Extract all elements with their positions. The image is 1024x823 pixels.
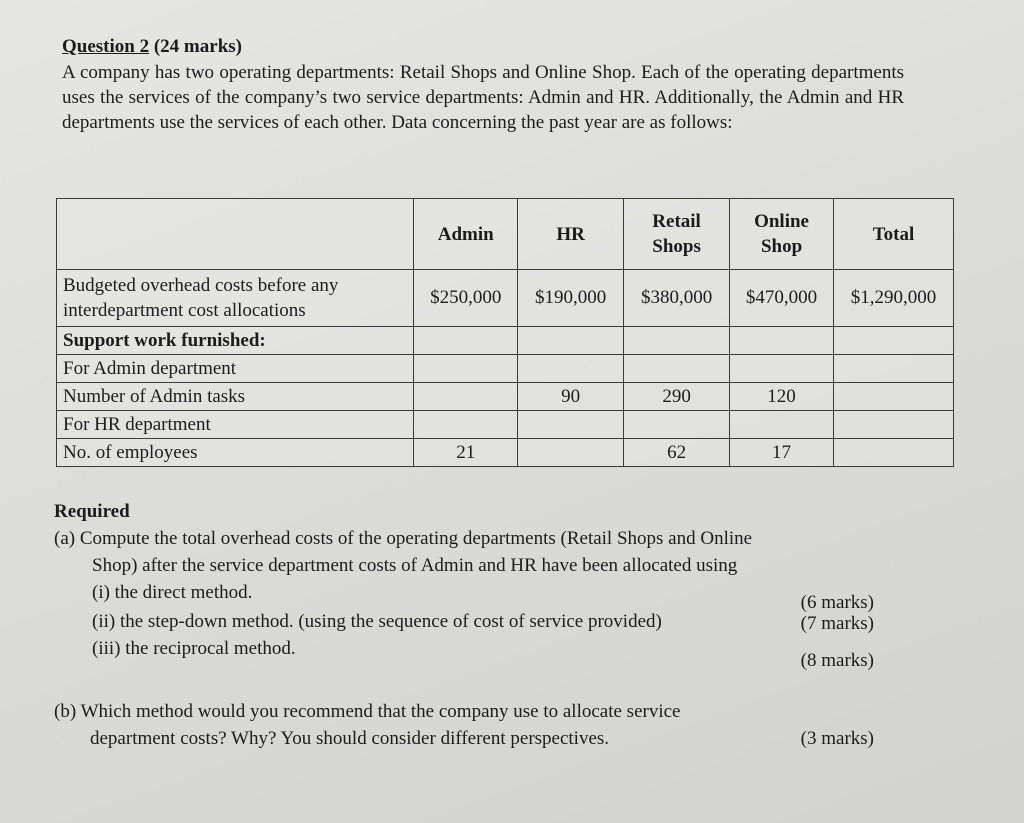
part-b-marks: (3 marks): [800, 728, 874, 749]
cell-retail: [624, 327, 730, 355]
cell-admin: [414, 411, 518, 439]
part-a-label: (a): [54, 528, 76, 549]
header-hr: HR: [518, 199, 624, 270]
cell-total: [834, 327, 954, 355]
required-title: Required: [54, 501, 130, 522]
cell-retail: 62: [624, 439, 730, 467]
part-a-ii: [54, 608, 914, 635]
row-label: Support work furnished:: [57, 327, 414, 355]
row-label: For Admin department: [57, 355, 414, 383]
required-section: [54, 498, 914, 671]
cell-retail: $380,000: [624, 270, 730, 327]
cell-admin: $250,000: [414, 270, 518, 327]
part-b-text-1: Which method would you recommend that the company use to allocate service: [80, 701, 681, 722]
part-a-i-marks: (6 marks): [800, 592, 874, 613]
question-number: Question 2: [62, 36, 150, 57]
table-header-row: [57, 199, 954, 270]
cell-hr: [518, 439, 624, 467]
cell-hr: $190,000: [518, 270, 624, 327]
part-a-line-2: Shop) after the service department costs of Admin and HR have been allocated using: [92, 555, 738, 576]
part-a-line-1: [54, 525, 914, 552]
cell-hr: [518, 327, 624, 355]
table-row: [57, 270, 954, 327]
cell-total: [834, 355, 954, 383]
question-intro: A company has two operating departments: Retail Shops and Online Shop. Each of the operating departments uses the services of the company’s two service departments: Admin and HR. Additionally, the Admin and HR departments use the services of each other. Data concerning the past year are as follows:: [62, 62, 904, 133]
table-row: [57, 327, 954, 355]
part-a-iii-marks: (8 marks): [800, 650, 874, 671]
cell-online: 17: [730, 439, 834, 467]
cell-online: 120: [730, 383, 834, 411]
cell-hr: [518, 355, 624, 383]
cell-retail: 290: [624, 383, 730, 411]
table-row: [57, 439, 954, 467]
part-a-iii-text: (iii) the reciprocal method.: [92, 638, 296, 659]
part-b-label: (b): [54, 701, 77, 722]
row-label: Budgeted overhead costs before any interdepartment cost allocations: [57, 270, 414, 327]
row-label: No. of employees: [57, 439, 414, 467]
cell-hr: [518, 411, 624, 439]
cell-total: [834, 383, 954, 411]
cell-retail: [624, 411, 730, 439]
header-blank: [57, 199, 414, 270]
cell-total: [834, 411, 954, 439]
part-b-text-2: department costs? Why? You should consider different perspectives.: [90, 728, 610, 749]
part-a-ii-marks: (7 marks): [800, 613, 874, 634]
cell-hr: 90: [518, 383, 624, 411]
row-label: For HR department: [57, 411, 414, 439]
question-marks: (24 marks): [153, 36, 242, 57]
cell-total: $1,290,000: [834, 270, 954, 327]
cell-online: [730, 355, 834, 383]
part-a-ii-text: (ii) the step-down method. (using the sequence of cost of service provided): [92, 611, 662, 632]
part-a-i-text: (i) the direct method.: [92, 582, 253, 603]
header-admin: Admin: [414, 199, 518, 270]
part-b-line-2: [54, 725, 894, 752]
header-retail-shops: Retail Shops: [624, 199, 730, 270]
cell-online: [730, 327, 834, 355]
cell-retail: [624, 355, 730, 383]
cell-admin: [414, 383, 518, 411]
table-row: [57, 355, 954, 383]
part-b: [54, 698, 894, 752]
table-row: [57, 411, 954, 439]
cell-admin: [414, 355, 518, 383]
cell-total: [834, 439, 954, 467]
cell-online: $470,000: [730, 270, 834, 327]
part-a-iii: [54, 635, 914, 671]
cell-admin: 21: [414, 439, 518, 467]
part-a-text-1: Compute the total overhead costs of the operating departments (Retail Shops and Online: [79, 528, 753, 549]
cell-online: [730, 411, 834, 439]
question-heading: [62, 36, 242, 58]
row-label: Number of Admin tasks: [57, 383, 414, 411]
cell-admin: [414, 327, 518, 355]
part-a-i: [54, 579, 914, 613]
cost-data-table: [56, 198, 954, 467]
header-online-shop: Online Shop: [730, 199, 834, 270]
header-total: Total: [834, 199, 954, 270]
table-row: [57, 383, 954, 411]
part-b-line-1: [54, 698, 894, 725]
